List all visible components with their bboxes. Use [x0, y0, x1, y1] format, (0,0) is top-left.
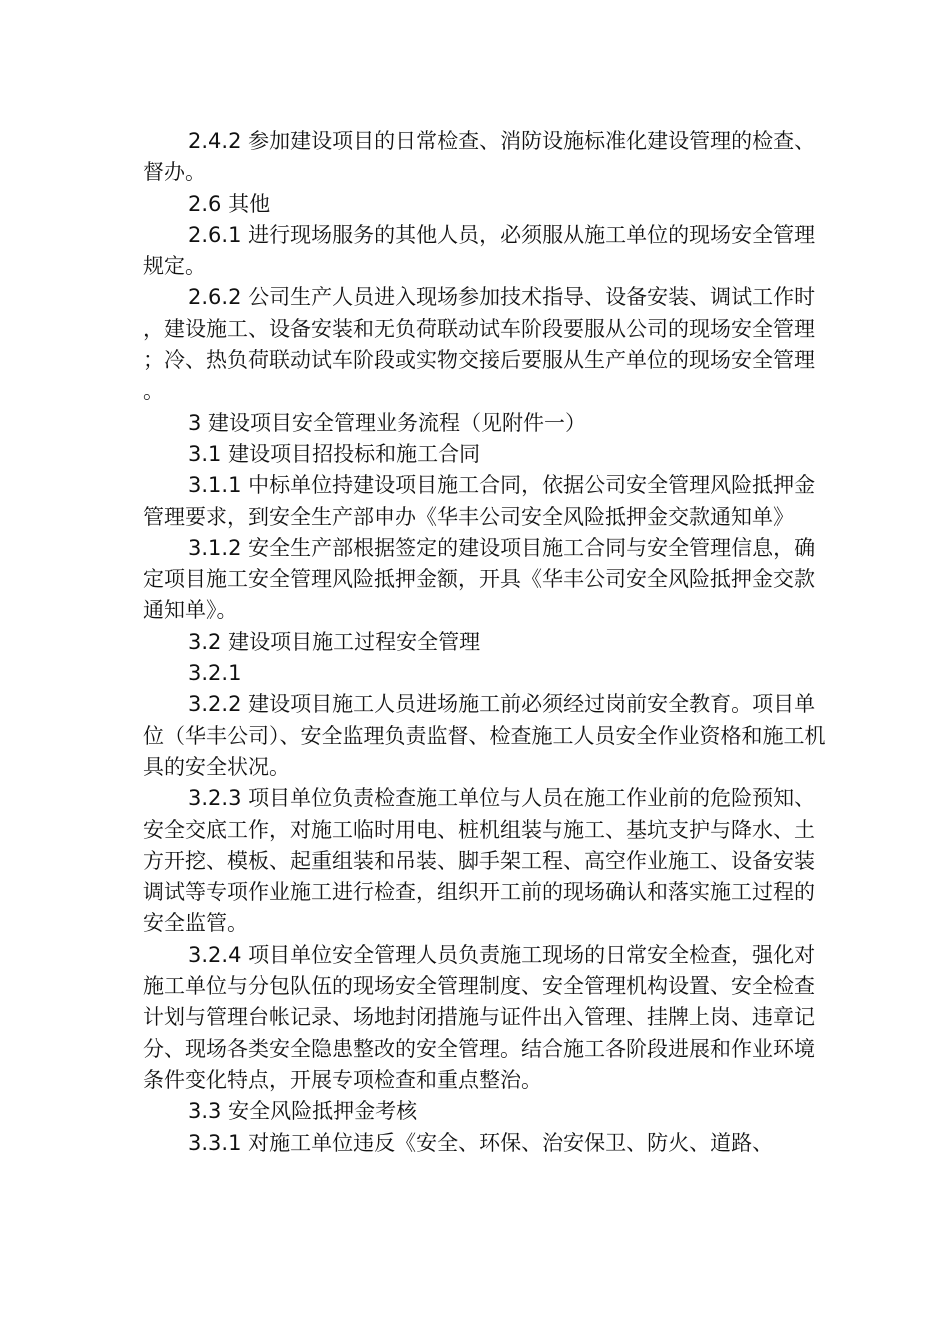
heading-2-6: 2.6 其他 [188, 191, 271, 216]
paragraph-3-1-1: 3.1.1 中标单位持建设项目施工合同，依据公司安全管理风险抵押金管理要求，到安全生产部申办《华丰公司安全风险抵押金交款通知单》 [143, 473, 816, 529]
heading-3-2: 3.2 建设项目施工过程安全管理 [188, 629, 481, 654]
paragraph-2-4-2: 2.4.2 参加建设项目的日常检查、消防设施标准化建设管理的检查、督办。 [143, 129, 816, 185]
paragraph-3-1-2: 3.1.2 安全生产部根据签定的建设项目施工合同与安全管理信息，确定项目施工安全管理风险抵押金额，开具《华丰公司安全风险抵押金交款通知单》。 [143, 535, 816, 623]
document-body [143, 126, 833, 1159]
heading-3: 3 建设项目安全管理业务流程（见附件一） [188, 410, 587, 435]
paragraph-3-2-2: 3.2.2 建设项目施工人员进场施工前必须经过岗前安全教育。项目单位（华丰公司）、安全监理负责监督、检查施工人员安全作业资格和施工机具的安全状况。 [143, 692, 826, 779]
heading-3-1: 3.1 建设项目招投标和施工合同 [188, 441, 481, 466]
paragraph-2-6-2: 2.6.2 公司生产人员进入现场参加技术指导、设备安装、调试工作时，建设施工、设备安装和无负荷联动试车阶段要服从公司的现场安全管理；冷、热负荷联动试车阶段或实物交接后要服从生产单位的现场安全管理。 [143, 285, 816, 404]
paragraph-3-3-1: 3.3.1 对施工单位违反《安全、环保、治安保卫、防火、道路、 [188, 1130, 774, 1155]
paragraph-2-6-1: 2.6.1 进行现场服务的其他人员，必须服从施工单位的现场安全管理规定。 [143, 222, 816, 279]
paragraph-3-2-3: 3.2.3 项目单位负责检查施工单位与人员在施工作业前的危险预知、安全交底工作，对施工临时用电、桩机组装与施工、基坑支护与降水、土方开挖、模板、起重组装和吊装、脚手架工程、高空作业施工、设备安装调试等专项作业施工进行检查，组织开工前的现场确认和落实施工过程的安全监管。 [143, 786, 816, 936]
heading-3-3: 3.3 安全风险抵押金考核 [188, 1099, 418, 1124]
paragraph-3-2-4: 3.2.4 项目单位安全管理人员负责施工现场的日常安全检查，强化对施工单位与分包队伍的现场安全管理制度、安全管理机构设置、安全检查计划与管理台帐记录、场地封闭措施与证件出入管理、挂牌上岗、违章记分、现场各类安全隐患整改的安全管理。结合施工各阶段进展和作业环境条件变化特点，开展专项检查和重点整治。 [143, 942, 816, 1092]
heading-3-2-1: 3.2.1 [188, 661, 242, 686]
